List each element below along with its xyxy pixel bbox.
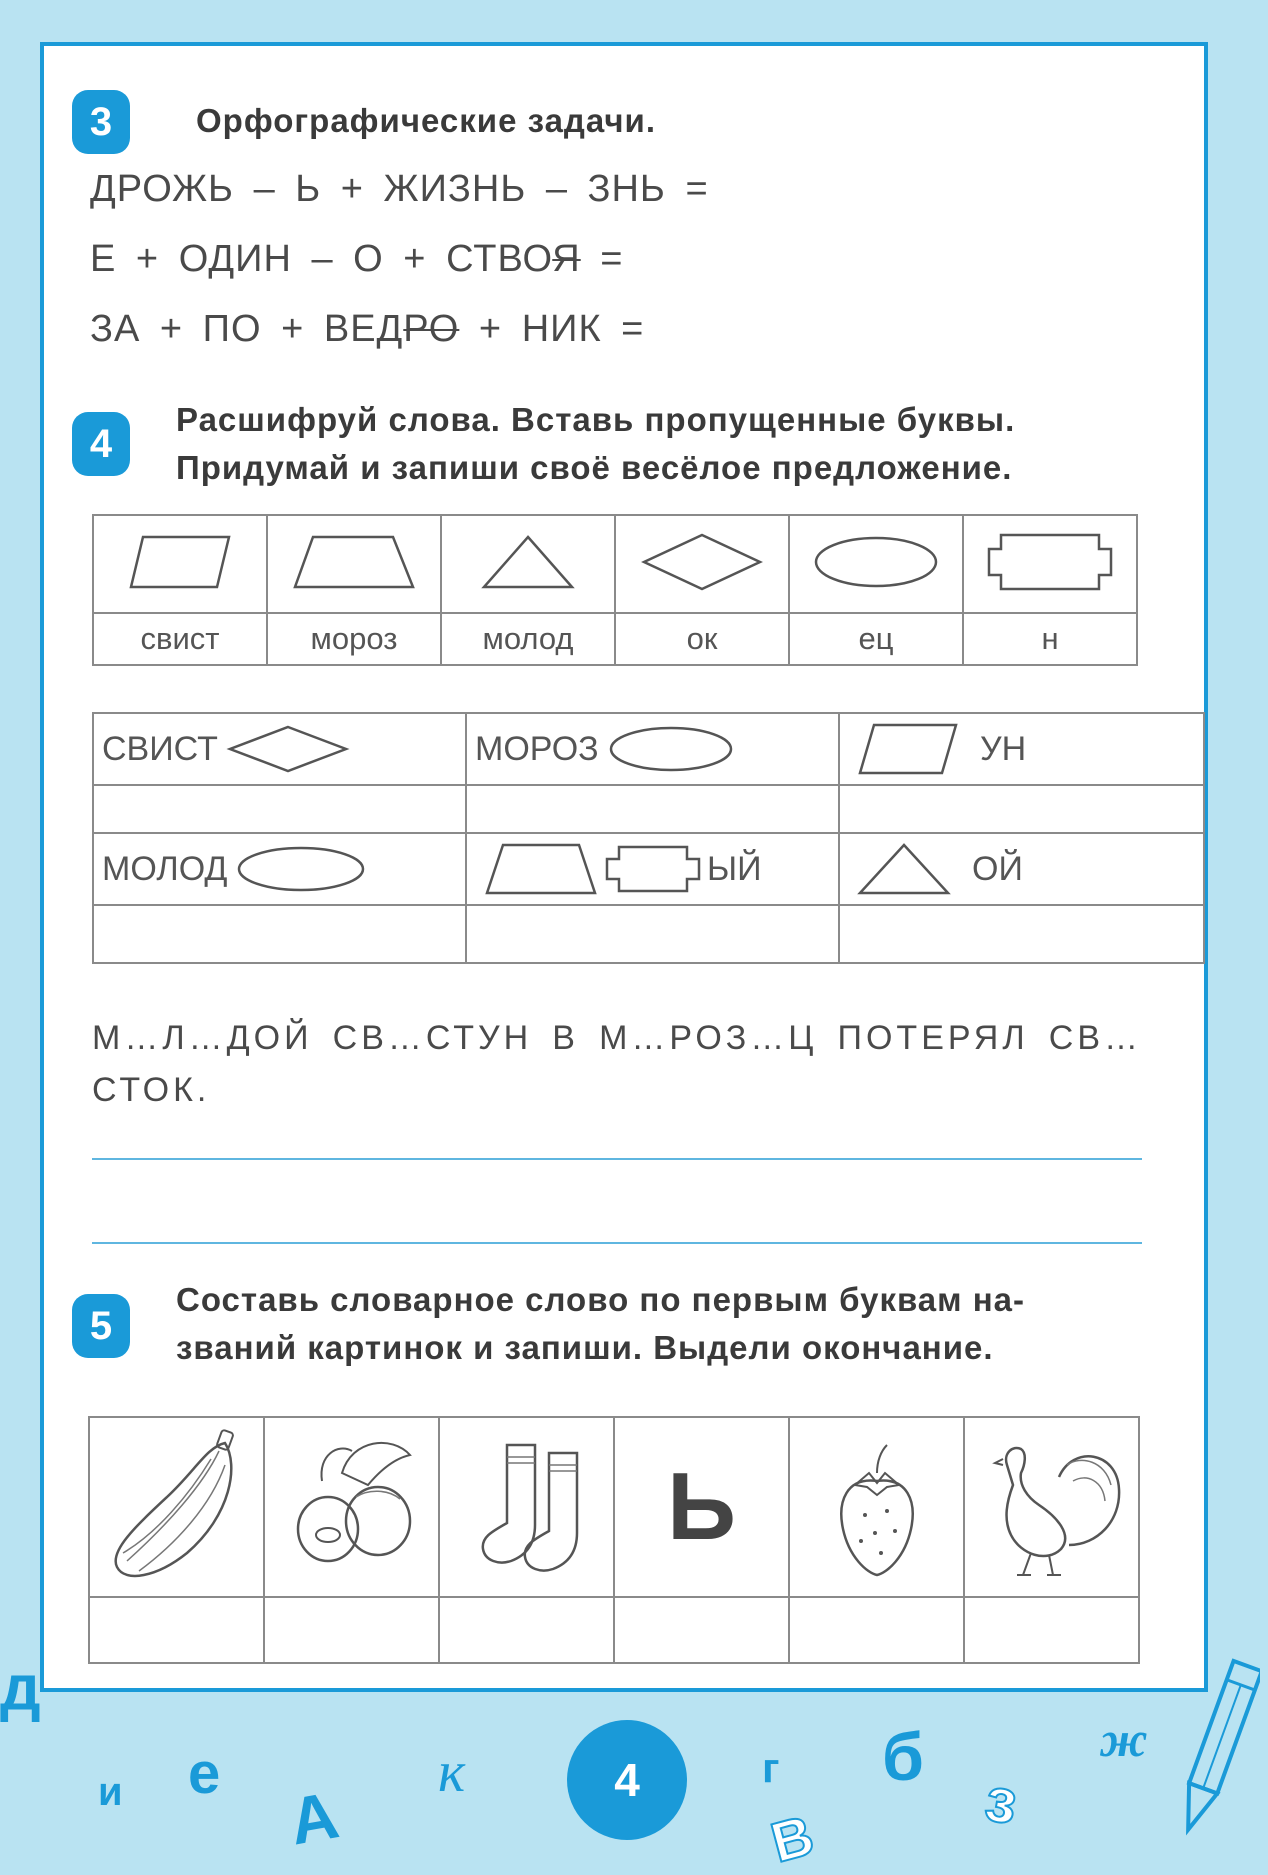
eq3-op3: +	[478, 308, 503, 350]
eq2-term-b: ОДИН	[178, 238, 292, 280]
key-table	[92, 514, 1138, 666]
task4-number: 4	[89, 421, 113, 466]
triangle-icon	[478, 531, 578, 593]
eq1-op1: –	[253, 168, 276, 210]
eq2-op1: +	[135, 238, 160, 280]
turkey-icon	[977, 1425, 1127, 1585]
puzzle-suffix-yy: ЫЙ	[707, 849, 762, 888]
task3-number-badge	[72, 90, 130, 154]
task5-title	[176, 1276, 1025, 1372]
parallelogram-icon	[856, 721, 960, 777]
task3-title: Орфографические задачи.	[196, 102, 657, 139]
footer-letter-z: з	[980, 1764, 1023, 1839]
rhombus-icon	[226, 724, 350, 774]
puzzle-cell-1	[93, 713, 466, 785]
picture-cell-6	[964, 1417, 1139, 1597]
key-word-6: н	[963, 613, 1137, 665]
puzzle-answer-1[interactable]	[93, 785, 466, 833]
eq2-term-d-struck: Я	[552, 238, 581, 280]
task4-title	[176, 396, 1015, 492]
picture-answer-2[interactable]	[264, 1597, 439, 1663]
key-word-5: ец	[789, 613, 963, 665]
trapezoid-icon	[483, 841, 599, 897]
picture-cell-1	[89, 1417, 264, 1597]
eq1-op2: +	[340, 168, 364, 210]
key-cell-parallelogram	[93, 515, 267, 613]
eq1-term-a: ДРОЖЬ	[90, 168, 234, 210]
eq3-equals: =	[621, 308, 645, 350]
key-word-1: свист	[93, 613, 267, 665]
key-cell-triangle	[441, 515, 615, 613]
eq3-term-c-struck: РО	[403, 308, 460, 350]
cipher-sentence: М…Л…ДОЙ СВ…СТУН В М…РОЗ…Ц ПОТЕРЯЛ СВ…СТОК.	[92, 1019, 1142, 1109]
picture-answer-3[interactable]	[439, 1597, 614, 1663]
key-cell-oval	[789, 515, 963, 613]
task4-title-line2: Придумай и запиши своё весёлое предложение.	[176, 449, 1013, 486]
key-word-2: мороз	[267, 613, 441, 665]
eq3-term-d: НИК	[521, 308, 602, 350]
puzzle-answer-6[interactable]	[839, 905, 1204, 963]
puzzle-suffix-oy: ОЙ	[972, 849, 1023, 888]
writing-line-1[interactable]	[92, 1158, 1142, 1160]
equation-2	[90, 238, 623, 281]
footer-letter-g: г	[762, 1744, 780, 1791]
notched-rectangle-icon	[985, 531, 1115, 593]
puzzle-word-moroz: МОРОЗ	[475, 729, 599, 768]
eq2-term-d-plain: СТВО	[446, 238, 553, 280]
eq1-op3: –	[545, 168, 568, 210]
key-cell-trapezoid	[267, 515, 441, 613]
footer-letter-v: В	[764, 1802, 820, 1875]
puzzle-word-svist: СВИСТ	[102, 729, 218, 768]
puzzle-cell-5	[466, 833, 839, 905]
eq2-term-d	[446, 238, 581, 280]
puzzle-table	[92, 712, 1205, 964]
oval-icon	[811, 531, 941, 593]
footer-letter-i: и	[98, 1770, 123, 1814]
eq3-term-c	[324, 308, 460, 350]
puzzle-cell-4	[93, 833, 466, 905]
oval-icon	[607, 724, 735, 774]
picture-cell-2	[264, 1417, 439, 1597]
puzzle-word-molod: МОЛОД	[102, 849, 228, 888]
equation-1	[90, 168, 709, 211]
task5-number: 5	[89, 1303, 113, 1348]
picture-answer-4[interactable]	[614, 1597, 789, 1663]
strawberry-icon	[807, 1425, 947, 1585]
eq3-term-b: ПО	[202, 308, 262, 350]
key-cell-notched-rect	[963, 515, 1137, 613]
equation-3	[90, 308, 644, 351]
puzzle-answer-4[interactable]	[93, 905, 466, 963]
zucchini-icon	[107, 1425, 247, 1585]
eq3-term-c-plain: ВЕД	[323, 308, 404, 350]
eq1-equals: =	[685, 168, 709, 210]
key-cell-rhombus	[615, 515, 789, 613]
footer-letter-zh: ж	[1100, 1711, 1148, 1767]
socks-icon	[457, 1425, 597, 1585]
picture-cell-5	[789, 1417, 964, 1597]
trapezoid-icon	[289, 531, 419, 593]
eq3-op1: +	[159, 308, 184, 350]
footer-letter-e: е	[188, 1741, 221, 1806]
rhombus-icon	[640, 531, 764, 593]
task5-number-badge	[72, 1294, 130, 1358]
soft-sign-letter: Ь	[667, 1453, 736, 1560]
pictures-table	[88, 1416, 1140, 1664]
writing-line-2[interactable]	[92, 1242, 1142, 1244]
task5-title-line1: Составь словарное слово по первым буквам на-	[176, 1281, 1026, 1318]
key-word-4: ок	[615, 613, 789, 665]
picture-answer-6[interactable]	[964, 1597, 1139, 1663]
picture-answer-1[interactable]	[89, 1597, 264, 1663]
eq3-op2: +	[281, 308, 305, 350]
eq2-op3: +	[403, 238, 427, 280]
page-number-badge	[567, 1720, 687, 1840]
task5-title-line2: званий картинок и запиши. Выдели окончание.	[176, 1329, 994, 1366]
key-word-3: молод	[441, 613, 615, 665]
footer-letter-k: к	[438, 1739, 466, 1804]
footer-letter-a: А	[283, 1777, 344, 1859]
oval-icon	[235, 844, 367, 894]
puzzle-cell-3	[839, 713, 1204, 785]
eq1-term-c: ЖИЗНЬ	[383, 168, 527, 210]
puzzle-answer-2[interactable]	[466, 785, 839, 833]
task4-number-badge	[72, 412, 130, 476]
picture-cell-3	[439, 1417, 614, 1597]
puzzle-cell-6	[839, 833, 1204, 905]
puzzle-suffix-un: УН	[980, 729, 1027, 768]
task3-number: 3	[89, 99, 113, 144]
eq1-term-d: ЗНЬ	[587, 168, 666, 210]
hazelnut-icon	[282, 1425, 422, 1585]
eq2-equals: =	[600, 238, 624, 280]
parallelogram-icon	[125, 531, 235, 593]
puzzle-answer-3[interactable]	[839, 785, 1204, 833]
page-number: 4	[614, 1754, 640, 1806]
eq2-term-c: О	[353, 238, 384, 280]
footer-letter-d: д	[0, 1651, 41, 1723]
eq3-term-a: ЗА	[90, 308, 141, 350]
eq2-term-a: Е	[90, 238, 117, 280]
puzzle-answer-5[interactable]	[466, 905, 839, 963]
eq2-op2: –	[311, 238, 334, 280]
picture-answer-5[interactable]	[789, 1597, 964, 1663]
picture-cell-4	[614, 1417, 789, 1597]
pencil-icon	[1170, 1650, 1260, 1850]
notched-rectangle-icon	[603, 841, 703, 897]
footer-letter-b: б	[882, 1719, 925, 1795]
puzzle-cell-2	[466, 713, 839, 785]
triangle-icon	[856, 841, 952, 897]
task4-title-line1: Расшифруй слова. Вставь пропущенные буквы.	[176, 401, 1016, 438]
eq1-term-b: Ь	[295, 168, 322, 210]
